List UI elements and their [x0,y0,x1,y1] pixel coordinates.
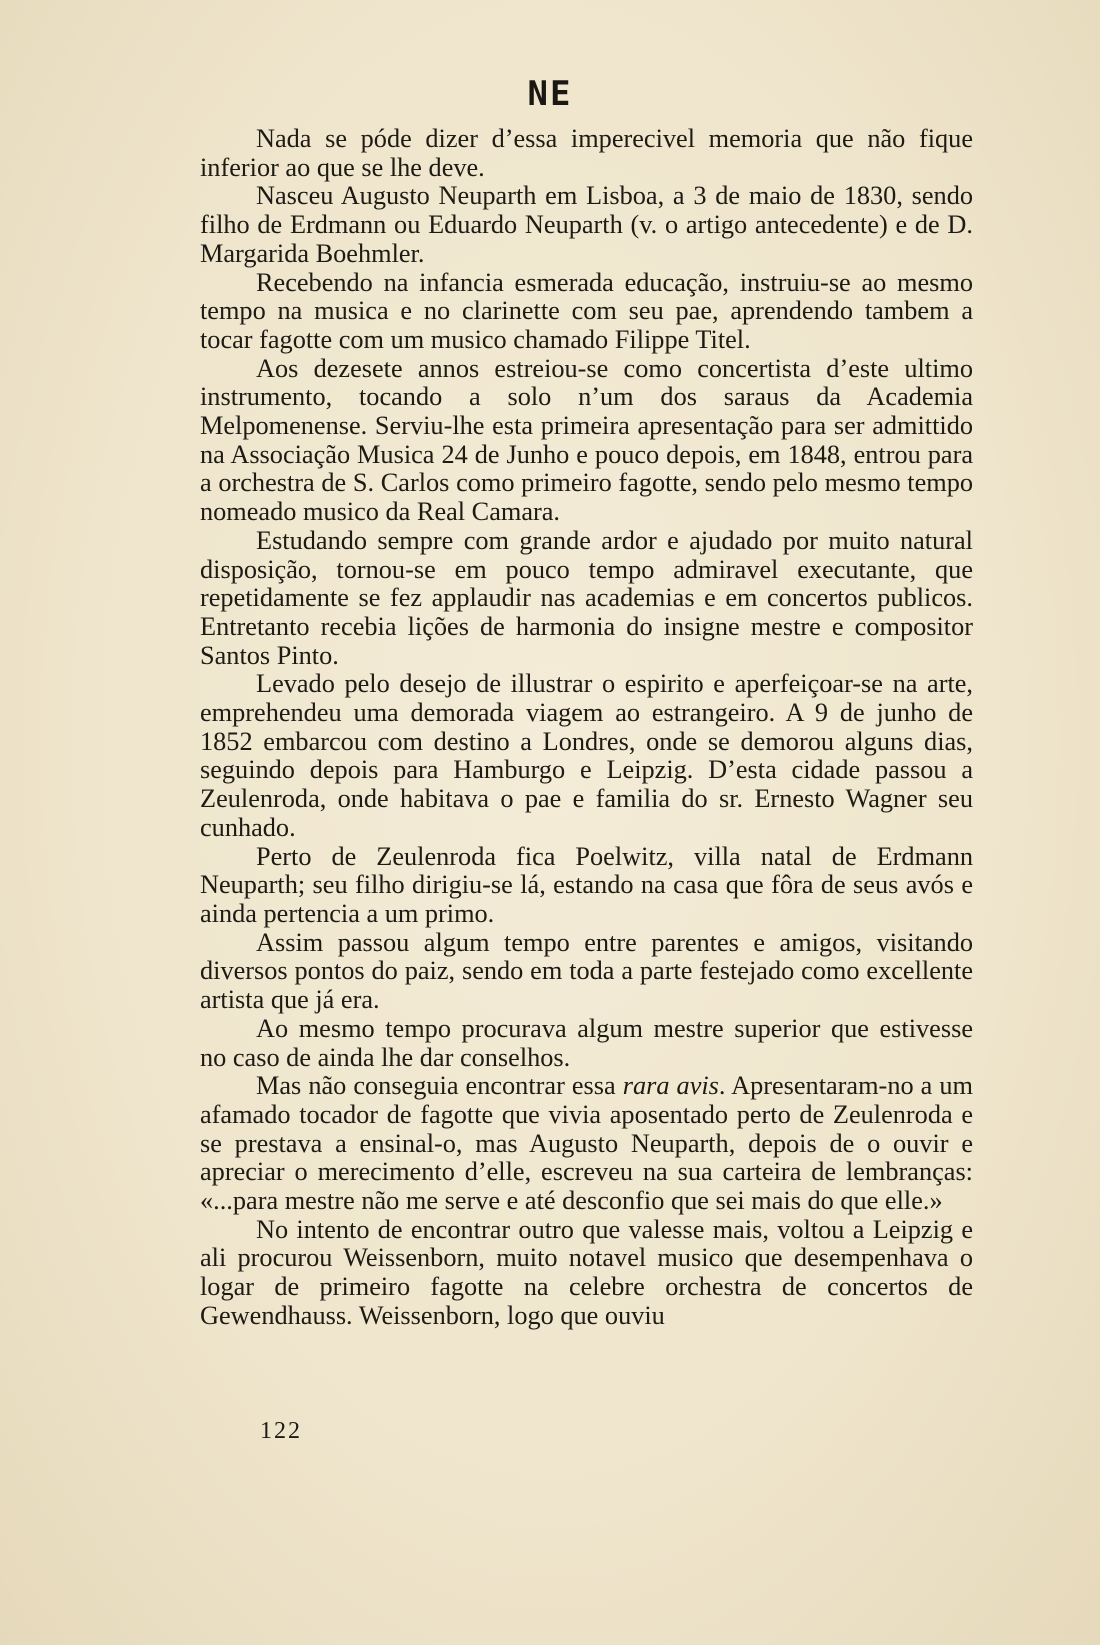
page-number: 122 [260,1418,302,1444]
paragraph-text: Mas não conseguia encontrar essa [256,1071,616,1101]
paragraph: Assim passou algum tempo entre parentes e amigos, visitando diversos pontos do paiz, sendo em toda a parte festejado como excellente artista que já era. [200,927,973,1015]
paragraph: No intento de encontrar outro que valesse mais, voltou a Leipzig e ali procurou Weissenborn, muito notavel musico que desempenhava o logar de primeiro fagotte na celebre orchestra de concertos de Gewendhauss. Weissenborn, logo que ouviu [200,1214,973,1330]
paragraph: Nada se póde dizer d’essa imperecivel memoria que não fique inferior ao que se lhe deve. [200,124,973,182]
paragraph: Aos dezesete annos estreiou-se como concertista d’este ultimo instrumento, tocando a solo n’um dos saraus da Academia Melpomenense. Serviu-lhe esta primeira apresentação para ser admittido na Associação Musica 24 de Junho e pouco depois, em 1848, entrou para a orchestra de S. Carlos como primeiro fagotte, sendo pelo mesmo tempo nomeado musico da Real Camara. [200,353,973,527]
paragraph: Levado pelo desejo de illustrar o espirito e aperfeiçoar-se na arte, emprehendeu uma demorada viagem ao estrangeiro. A 9 de junho de 1852 embarcou com destino a Londres, onde se demorou alguns dias, seguindo depois para Hamburgo e Leipzig. D’esta cidade passou a Zeulenroda, onde habitava o pae e familia do sr. Ernesto Wagner seu cunhado. [200,669,973,842]
paragraph: Estudando sempre com grande ardor e ajudado por muito natural disposição, tornou-se em pouco tempo admiravel executante, que repetidamente se fez applaudir nas academias e em concertos publicos. Entretanto recebia lições de harmonia do insigne mestre e compositor Santos Pinto. [200,525,973,670]
paragraph: Perto de Zeulenroda fica Poelwitz, villa natal de Erdmann Neuparth; seu filho dirigiu-se lá, estando na casa que fôra de seus avós e ainda pertencia a um primo. [200,841,973,928]
body-text [200,125,973,1331]
paragraph [200,1072,973,1216]
italic-phrase: rara avis [622,1071,719,1101]
paragraph: Ao mesmo tempo procurava algum mestre superior que estivesse no caso de ainda lhe dar conselhos. [200,1013,973,1072]
paragraph: Nasceu Augusto Neuparth em Lisboa, a 3 de maio de 1830, sendo filho de Erdmann ou Eduardo Neuparth (v. o artigo antecedente) e de D. Margarida Boehmler. [200,181,973,268]
paragraph-text: . Apresentaram-no a um afamado tocador de fagotte que vivia aposentado perto de Zeulenroda e se prestava a ensinal-o, mas Augusto Neuparth, depois de o ouvir e apreciar o merecimento d’elle, escreveu na sua carteira de lembranças: «...para mestre não me serve e até desconfio que sei mais do que elle.» [200,1071,973,1216]
running-header: NE [527,74,573,114]
paragraph: Recebendo na infancia esmerada educação, instruiu-se ao mesmo tempo na musica e no clarinette com seu pae, aprendendo tambem a tocar fagotte com um musico chamado Filippe Titel. [200,267,973,354]
